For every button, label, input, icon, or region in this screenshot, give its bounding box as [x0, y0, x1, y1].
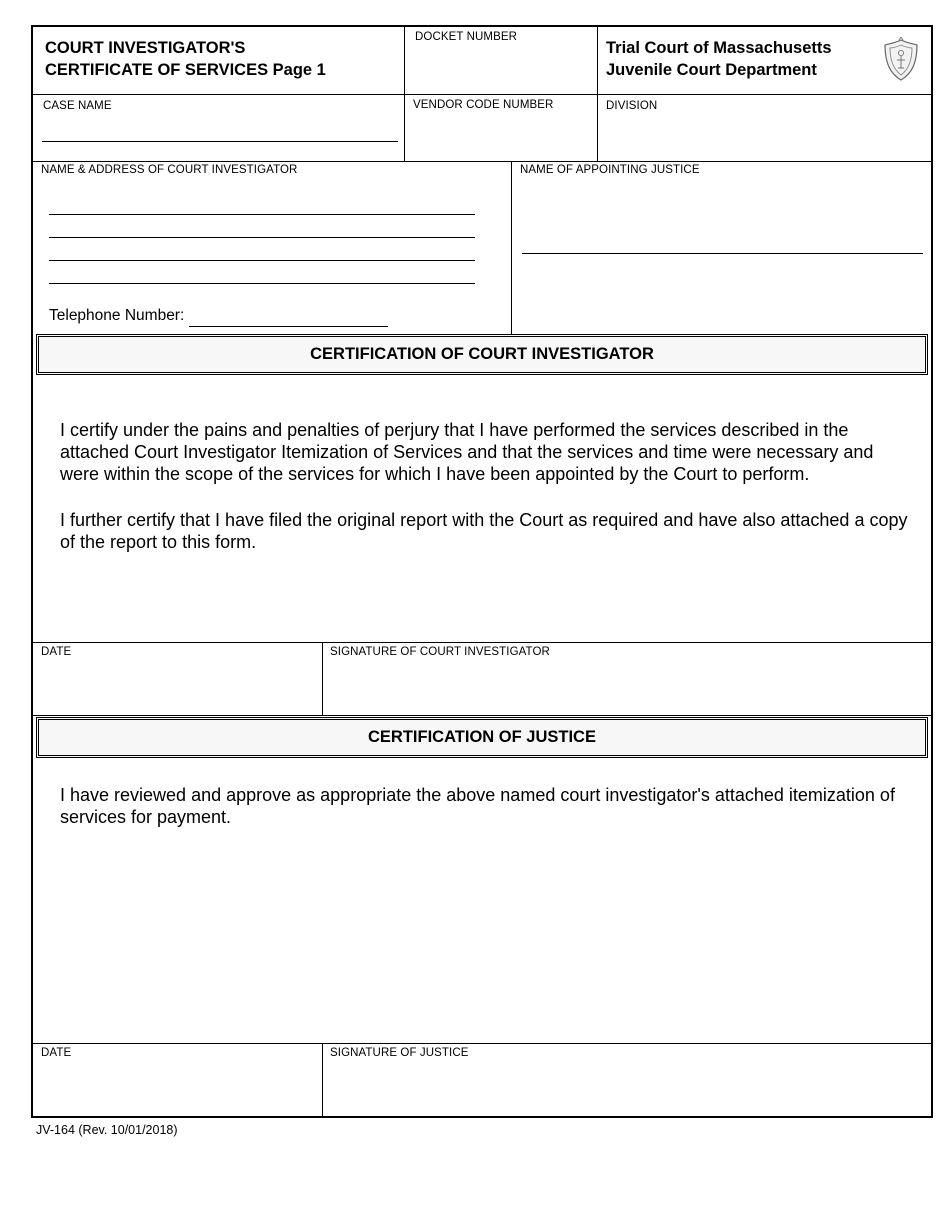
- docket-number-field[interactable]: [406, 47, 596, 94]
- justice-date-field[interactable]: [35, 1062, 320, 1116]
- justice-signature-label: SIGNATURE OF JUSTICE: [330, 1047, 469, 1059]
- case-name-field[interactable]: [42, 115, 398, 141]
- investigator-name-address-label: NAME & ADDRESS OF COURT INVESTIGATOR: [41, 164, 298, 176]
- court-name-line1: Trial Court of Massachusetts: [606, 39, 832, 57]
- court-investigator-certificate-form: [31, 25, 933, 1118]
- justice-certification-banner: CERTIFICATION OF JUSTICE: [36, 717, 928, 758]
- telephone-field[interactable]: [189, 307, 388, 326]
- appointing-justice-line: [522, 253, 923, 254]
- vendor-code-label: VENDOR CODE NUMBER: [413, 99, 554, 111]
- form-title: [45, 37, 326, 81]
- vendor-code-field[interactable]: [406, 115, 596, 160]
- case-name-label: CASE NAME: [43, 100, 112, 112]
- division-field[interactable]: [599, 115, 929, 160]
- divider: [33, 715, 931, 716]
- investigator-signature-field[interactable]: [325, 661, 929, 715]
- appointing-justice-field[interactable]: [522, 227, 923, 253]
- court-name-line2: Juvenile Court Department: [606, 61, 817, 79]
- investigator-name-address-field[interactable]: [49, 191, 475, 283]
- form-number: JV-164 (Rev. 10/01/2018): [36, 1123, 178, 1137]
- telephone-label: Telephone Number:: [49, 307, 185, 324]
- form-title-line2: CERTIFICATE OF SERVICES Page 1: [45, 61, 326, 79]
- divider: [33, 642, 931, 643]
- justice-date-label: DATE: [41, 1047, 72, 1059]
- investigator-certification-text-2: I further certify that I have filed the original report with the Court as required and have also attached a copy of the report to this form.: [60, 510, 908, 552]
- divider: [33, 161, 931, 162]
- divider: [322, 1043, 323, 1116]
- divider: [33, 1043, 931, 1044]
- division-label: DIVISION: [606, 100, 658, 112]
- divider: [33, 94, 931, 95]
- form-title-line1: COURT INVESTIGATOR'S: [45, 39, 246, 57]
- telephone-line: [189, 326, 388, 327]
- divider: [511, 161, 512, 334]
- appointing-justice-label: NAME OF APPOINTING JUSTICE: [520, 164, 700, 176]
- address-line-4: [49, 283, 475, 284]
- docket-number-label: DOCKET NUMBER: [415, 31, 518, 43]
- massachusetts-seal-icon: [881, 37, 921, 83]
- investigator-date-label: DATE: [41, 646, 72, 658]
- investigator-date-field[interactable]: [35, 661, 320, 715]
- court-name: [606, 37, 832, 81]
- investigator-certification-banner: CERTIFICATION OF COURT INVESTIGATOR: [36, 334, 928, 375]
- case-name-line: [42, 141, 398, 142]
- justice-signature-field[interactable]: [325, 1062, 929, 1116]
- investigator-certification-text-1: I certify under the pains and penalties of perjury that I have performed the services described in the attached Court Investigator Itemization of Services and that the services and time were necessary and were within the scope of the services for which I have been appointed by the Court to perform.: [60, 420, 874, 484]
- investigator-signature-label: SIGNATURE OF COURT INVESTIGATOR: [330, 646, 550, 658]
- justice-certification-text: I have reviewed and approve as appropriate the above named court investigator's attached itemization of services for payment.: [60, 785, 895, 827]
- divider: [322, 642, 323, 716]
